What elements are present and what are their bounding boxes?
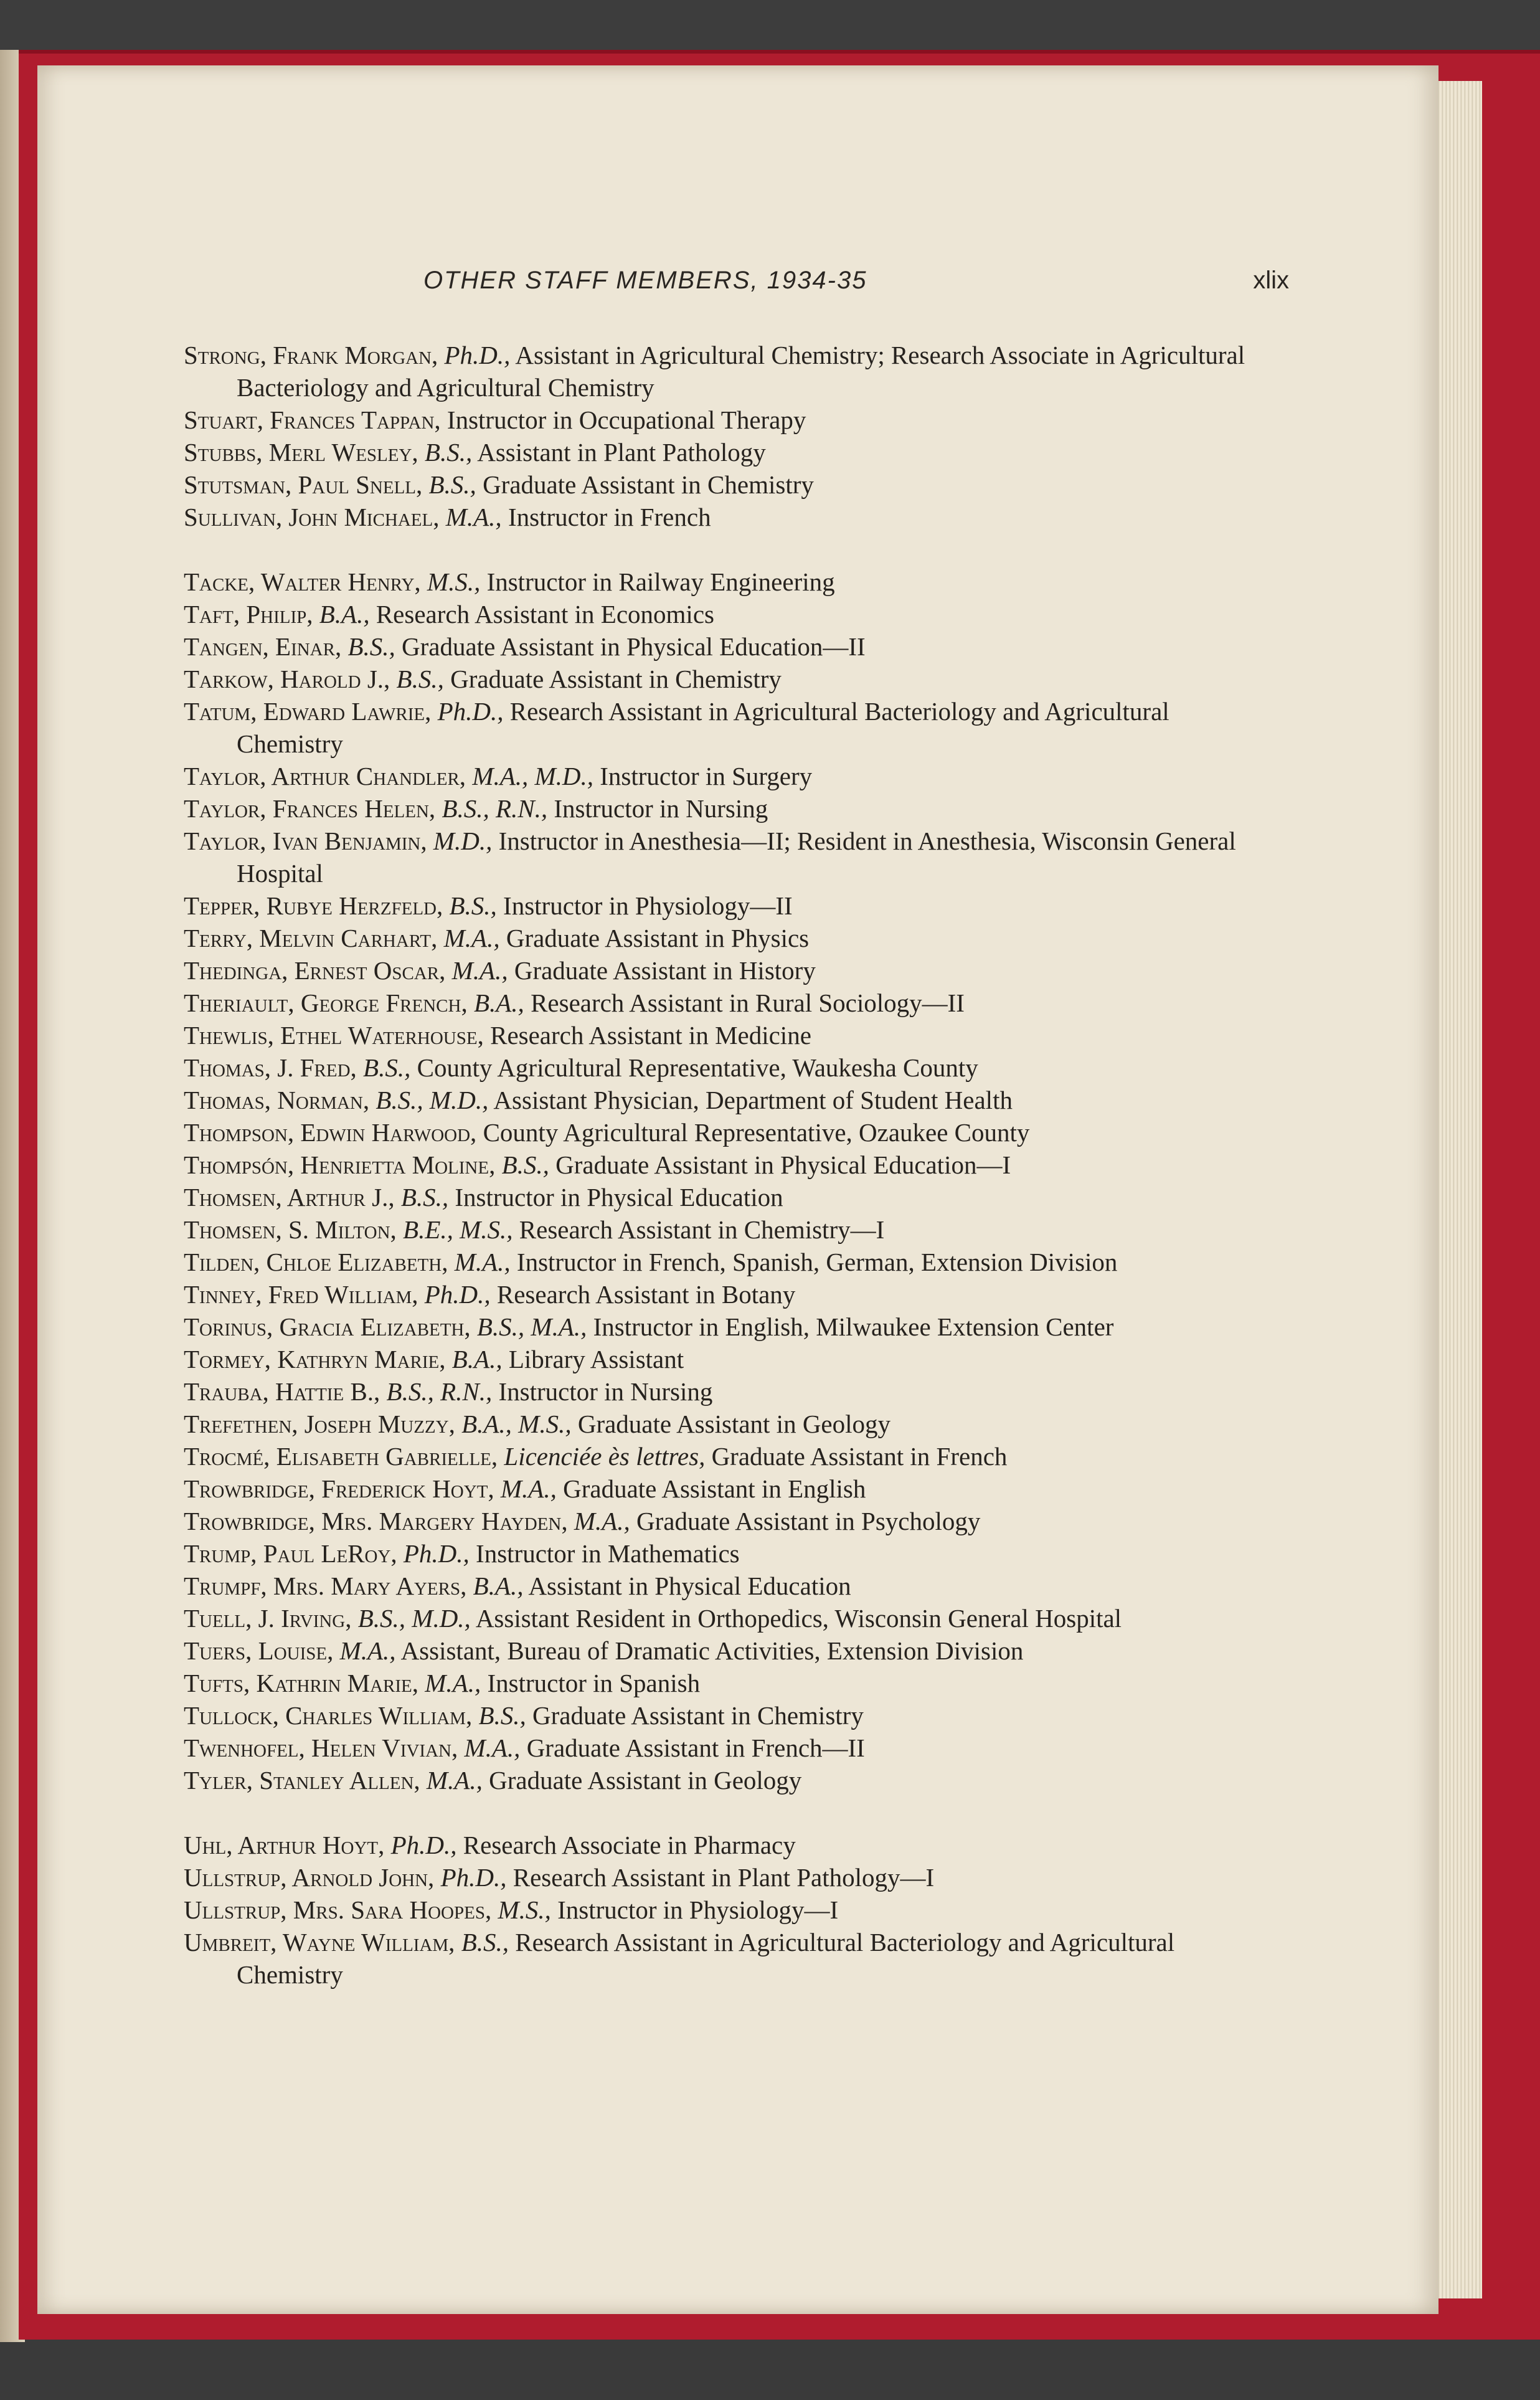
staff-position: Research Assistant in Economics xyxy=(376,600,714,628)
staff-degree: B.A., xyxy=(451,1345,503,1373)
staff-name: Tullock, Charles William, xyxy=(184,1701,473,1730)
staff-name: Ullstrup, Mrs. Sara Hoopes, xyxy=(184,1895,492,1924)
staff-position: Research Assistant in Chemistry—I xyxy=(519,1215,885,1244)
staff-degree: M.A., xyxy=(451,956,508,985)
staff-entry xyxy=(184,922,1261,954)
staff-degree: M.A., xyxy=(426,1766,483,1795)
staff-degree: B.S., R.N., xyxy=(442,794,548,823)
staff-degree: B.A., xyxy=(319,600,370,628)
staff-position: Research Assistant in Plant Pathology—I xyxy=(513,1863,935,1892)
staff-degree: Ph.D., xyxy=(390,1831,457,1859)
staff-entry xyxy=(184,566,1261,598)
staff-entry xyxy=(184,468,1261,501)
staff-degree: M.S., xyxy=(427,567,481,596)
staff-name: Tacke, Walter Henry, xyxy=(184,567,421,596)
staff-degree: B.E., M.S., xyxy=(403,1215,513,1244)
staff-position: Assistant in Plant Pathology xyxy=(477,438,766,467)
staff-degree: M.A., xyxy=(425,1669,481,1697)
staff-entry xyxy=(184,1181,1261,1213)
staff-name: Tufts, Kathrin Marie, xyxy=(184,1669,419,1697)
staff-name: Thompson, Edwin Harwood, xyxy=(184,1118,477,1147)
staff-entry xyxy=(184,630,1261,663)
staff-name: Trump, Paul LeRoy, xyxy=(184,1539,397,1568)
staff-name: Thomas, Norman, xyxy=(184,1086,370,1114)
staff-position: Instructor in French xyxy=(508,503,711,531)
staff-name: Taft, Philip, xyxy=(184,600,313,628)
staff-position: Instructor in Physical Education xyxy=(455,1183,783,1212)
staff-entry xyxy=(184,1602,1261,1634)
staff-entry xyxy=(184,1051,1261,1084)
staff-name: Trocmé, Elisabeth Gabrielle, xyxy=(184,1442,498,1471)
staff-entry xyxy=(184,889,1261,922)
staff-entry xyxy=(184,1570,1261,1602)
staff-name: Trefethen, Joseph Muzzy, xyxy=(184,1410,455,1438)
staff-position: Graduate Assistant in Physical Education—I xyxy=(555,1150,1011,1179)
staff-position: Instructor in English, Milwaukee Extension Center xyxy=(593,1312,1114,1341)
staff-position: Graduate Assistant in Chemistry xyxy=(483,470,814,499)
staff-name: Stubbs, Merl Wesley, xyxy=(184,438,418,467)
staff-degree: B.S., xyxy=(501,1150,549,1179)
staff-entry xyxy=(184,1634,1261,1667)
staff-entry xyxy=(184,825,1261,889)
staff-name: Tinney, Fred William, xyxy=(184,1280,418,1309)
staff-name: Sullivan, John Michael, xyxy=(184,503,440,531)
section-gap xyxy=(184,1796,1261,1829)
staff-name: Tangen, Einar, xyxy=(184,632,342,661)
page-number: xlix xyxy=(1253,267,1289,294)
staff-degree: Ph.D., xyxy=(444,341,511,369)
staff-degree: B.A., xyxy=(473,1572,524,1600)
staff-name: Stutsman, Paul Snell, xyxy=(184,470,423,499)
staff-name: Theriault, George French, xyxy=(184,989,468,1017)
staff-position: Instructor in Railway Engineering xyxy=(486,567,835,596)
staff-name: Tepper, Rubye Herzfeld, xyxy=(184,891,443,920)
staff-entry xyxy=(184,760,1261,792)
staff-entry xyxy=(184,1505,1261,1537)
staff-position: Assistant, Bureau of Dramatic Activities, Extension Division xyxy=(400,1636,1024,1665)
staff-entry xyxy=(184,987,1261,1019)
staff-name: Uhl, Arthur Hoyt, xyxy=(184,1831,385,1859)
staff-name: Taylor, Frances Helen, xyxy=(184,794,436,823)
staff-entry xyxy=(184,1278,1261,1311)
staff-name: Thompsón, Henrietta Moline, xyxy=(184,1150,496,1179)
staff-position: Assistant Physician, Department of Student Health xyxy=(493,1086,1013,1114)
staff-name: Taylor, Ivan Benjamin, xyxy=(184,827,427,855)
staff-name: Tatum, Edward Lawrie, xyxy=(184,697,432,726)
staff-name: Ullstrup, Arnold John, xyxy=(184,1863,435,1892)
staff-degree: B.S., xyxy=(461,1928,509,1957)
staff-entry xyxy=(184,1829,1261,1861)
staff-name: Twenhofel, Helen Vivian, xyxy=(184,1734,458,1762)
staff-name: Terry, Melvin Carhart, xyxy=(184,924,438,952)
staff-entry xyxy=(184,1149,1261,1181)
running-head: OTHER STAFF MEMBERS, 1934-35 xyxy=(423,267,867,294)
staff-position: Research Assistant in Rural Sociology—II xyxy=(531,989,965,1017)
staff-degree: B.S., xyxy=(400,1183,449,1212)
staff-position: Graduate Assistant in Geology xyxy=(489,1766,802,1795)
staff-degree: B.S., M.D., xyxy=(376,1086,489,1114)
staff-entry xyxy=(184,436,1261,468)
staff-name: Thomsen, S. Milton, xyxy=(184,1215,397,1244)
staff-degree: B.S., R.N., xyxy=(386,1377,493,1406)
staff-list xyxy=(184,339,1261,1991)
staff-position: Research Associate in Pharmacy xyxy=(463,1831,796,1859)
staff-entry xyxy=(184,598,1261,630)
staff-entry xyxy=(184,501,1261,533)
staff-entry xyxy=(184,1473,1261,1505)
staff-name: Torinus, Gracia Elizabeth, xyxy=(184,1312,471,1341)
staff-entry xyxy=(184,1732,1261,1764)
staff-position: Graduate Assistant in Psychology xyxy=(636,1507,981,1535)
staff-position: Research Assistant in Botany xyxy=(496,1280,796,1309)
staff-degree: B.S., xyxy=(347,632,395,661)
staff-position: County Agricultural Representative, Waukesha County xyxy=(417,1053,978,1082)
staff-degree: M.A., xyxy=(454,1248,511,1276)
staff-entry xyxy=(184,1667,1261,1699)
staff-degree: B.S., xyxy=(428,470,476,499)
staff-position: Instructor in Physiology—II xyxy=(503,891,793,920)
staff-position: Instructor in Anesthesia—II; Resident in Anesthesia, Wisconsin General Hospital xyxy=(237,827,1236,888)
staff-position: Instructor in Surgery xyxy=(600,762,813,790)
staff-degree: B.A., M.S., xyxy=(461,1410,572,1438)
staff-name: Thedinga, Ernest Oscar, xyxy=(184,956,446,985)
staff-degree: M.D., xyxy=(433,827,493,855)
staff-degree: Ph.D., xyxy=(437,697,504,726)
staff-name: Tyler, Stanley Allen, xyxy=(184,1766,420,1795)
staff-position: Instructor in French, Spanish, German, Extension Division xyxy=(516,1248,1118,1276)
staff-entry xyxy=(184,1408,1261,1440)
staff-entry xyxy=(184,1311,1261,1343)
staff-entry xyxy=(184,1926,1261,1991)
staff-entry xyxy=(184,1019,1261,1051)
staff-degree: B.A., xyxy=(473,989,524,1017)
staff-name: Tarkow, Harold J., xyxy=(184,665,390,693)
staff-position: Graduate Assistant in Physical Education—II xyxy=(402,632,866,661)
staff-degree: B.S., xyxy=(396,665,444,693)
staff-position: Graduate Assistant in French xyxy=(711,1442,1008,1471)
staff-position: Instructor in Nursing xyxy=(498,1377,713,1406)
staff-position: Research Assistant in Medicine xyxy=(490,1021,811,1050)
staff-position: Graduate Assistant in History xyxy=(514,956,816,985)
staff-position: Library Assistant xyxy=(508,1345,684,1373)
staff-name: Tormey, Kathryn Marie, xyxy=(184,1345,446,1373)
staff-name: Thomsen, Arthur J., xyxy=(184,1183,395,1212)
staff-name: Tuers, Louise, xyxy=(184,1636,334,1665)
staff-degree: B.S., xyxy=(424,438,473,467)
staff-entry xyxy=(184,1764,1261,1796)
staff-position: Graduate Assistant in English xyxy=(563,1474,866,1503)
staff-degree: M.A., xyxy=(500,1474,557,1503)
staff-position: Assistant Resident in Orthopedics, Wisconsin General Hospital xyxy=(475,1604,1122,1633)
staff-position: Instructor in Occupational Therapy xyxy=(446,406,806,434)
staff-position: Assistant in Agricultural Chemistry; Research Associate in Agricultural Bacteriology and Agricultural Chemistry xyxy=(237,341,1245,402)
staff-name: Trowbridge, Frederick Hoyt, xyxy=(184,1474,494,1503)
staff-degree: B.S., M.D., xyxy=(357,1604,471,1633)
staff-position: Graduate Assistant in French—II xyxy=(526,1734,865,1762)
section-gap xyxy=(184,533,1261,566)
staff-name: Trowbridge, Mrs. Margery Hayden, xyxy=(184,1507,568,1535)
staff-name: Trumpf, Mrs. Mary Ayers, xyxy=(184,1572,467,1600)
staff-position: Research Assistant in Agricultural Bacteriology and Agricultural Chemistry xyxy=(237,697,1169,758)
staff-position: County Agricultural Representative, Ozaukee County xyxy=(483,1118,1030,1147)
staff-entry xyxy=(184,1084,1261,1116)
background-bottom xyxy=(0,2336,1540,2400)
staff-name: Thomas, J. Fred, xyxy=(184,1053,357,1082)
staff-name: Trauba, Hattie B., xyxy=(184,1377,380,1406)
staff-entry xyxy=(184,1894,1261,1926)
staff-position: Instructor in Physiology—I xyxy=(557,1895,839,1924)
staff-entry xyxy=(184,1440,1261,1473)
staff-entry xyxy=(184,695,1261,760)
staff-name: Taylor, Arthur Chandler, xyxy=(184,762,466,790)
staff-degree: Ph.D., xyxy=(403,1539,470,1568)
staff-position: Graduate Assistant in Geology xyxy=(577,1410,891,1438)
staff-entry xyxy=(184,404,1261,436)
staff-degree: B.S., xyxy=(478,1701,526,1730)
staff-degree: B.S., M.A., xyxy=(476,1312,587,1341)
staff-entry xyxy=(184,792,1261,825)
staff-entry xyxy=(184,954,1261,987)
staff-degree: M.A., xyxy=(443,924,500,952)
staff-position: Graduate Assistant in Chemistry xyxy=(532,1701,864,1730)
staff-position: Graduate Assistant in Physics xyxy=(506,924,810,952)
staff-position: Research Assistant in Agricultural Bacteriology and Agricultural Chemistry xyxy=(237,1928,1175,1989)
staff-entry xyxy=(184,1861,1261,1894)
staff-entry xyxy=(184,1116,1261,1149)
staff-entry xyxy=(184,1375,1261,1408)
staff-position: Graduate Assistant in Chemistry xyxy=(450,665,782,693)
staff-position: Instructor in Nursing xyxy=(554,794,768,823)
staff-position: Instructor in Spanish xyxy=(487,1669,701,1697)
staff-entry xyxy=(184,1343,1261,1375)
staff-degree: M.S., xyxy=(498,1895,551,1924)
staff-entry xyxy=(184,663,1261,695)
staff-degree: M.A., xyxy=(339,1636,396,1665)
staff-name: Thewlis, Ethel Waterhouse, xyxy=(184,1021,484,1050)
staff-degree: Licenciée ès lettres, xyxy=(504,1442,706,1471)
staff-degree: Ph.D., xyxy=(440,1863,507,1892)
staff-degree: M.A., xyxy=(574,1507,630,1535)
staff-position: Instructor in Mathematics xyxy=(476,1539,740,1568)
staff-entry xyxy=(184,339,1261,404)
staff-entry xyxy=(184,1213,1261,1246)
staff-name: Tuell, J. Irving, xyxy=(184,1604,352,1633)
staff-degree: Ph.D., xyxy=(424,1280,491,1309)
staff-degree: M.A., xyxy=(445,503,502,531)
staff-name: Stuart, Frances Tappan, xyxy=(184,406,441,434)
staff-position: Assistant in Physical Education xyxy=(528,1572,851,1600)
staff-name: Strong, Frank Morgan, xyxy=(184,341,438,369)
staff-name: Tilden, Chloe Elizabeth, xyxy=(184,1248,448,1276)
staff-degree: B.S., xyxy=(363,1053,411,1082)
staff-entry xyxy=(184,1246,1261,1278)
staff-entry xyxy=(184,1537,1261,1570)
staff-degree: M.A., M.D., xyxy=(472,762,594,790)
staff-entry xyxy=(184,1699,1261,1732)
staff-degree: M.A., xyxy=(464,1734,521,1762)
staff-degree: B.S., xyxy=(449,891,497,920)
staff-name: Umbreit, Wayne William, xyxy=(184,1928,455,1957)
